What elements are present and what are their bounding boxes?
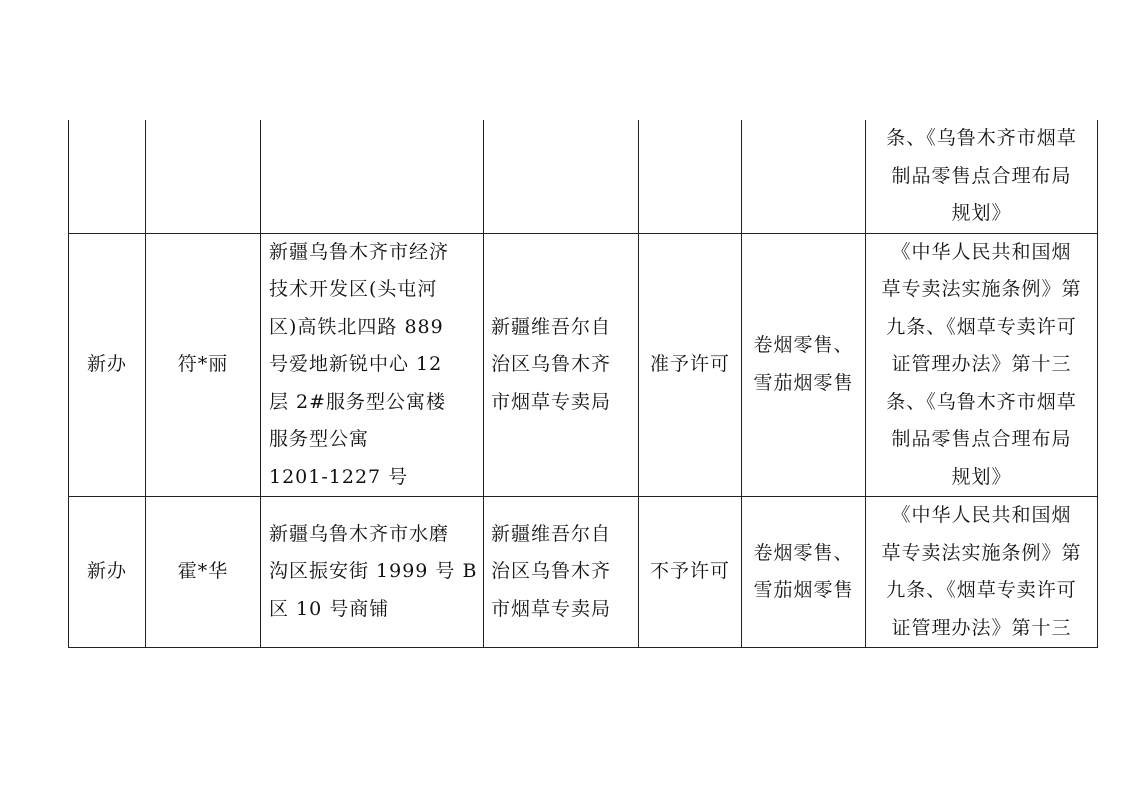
scope-line: 雪茄烟零售 bbox=[753, 579, 854, 601]
legal-basis-line: 九条、《烟草专卖许可 bbox=[886, 579, 1077, 601]
business-address-cell bbox=[261, 120, 484, 233]
applicant-name-cell bbox=[146, 120, 261, 233]
authority-line: 新疆维吾尔自 bbox=[491, 522, 612, 545]
legal-basis-line: 草专卖法实施条例》第 bbox=[881, 541, 1082, 564]
legal-basis-cell bbox=[866, 497, 1098, 648]
scope-line: 雪茄烟零售 bbox=[753, 371, 854, 394]
authority-line: 治区乌鲁木齐 bbox=[491, 353, 612, 375]
applicant-name-cell: 符*丽 bbox=[146, 233, 261, 497]
business-scope-cell bbox=[742, 233, 866, 497]
business-scope-cell bbox=[742, 497, 866, 648]
legal-basis-line: 条、《乌鲁木齐市烟草 bbox=[886, 127, 1077, 149]
decision-cell: 不予许可 bbox=[639, 497, 742, 648]
decision-cell bbox=[639, 120, 742, 233]
legal-basis-line: 制品零售点合理布局 bbox=[891, 428, 1072, 450]
legal-basis-cell bbox=[866, 233, 1098, 497]
address-line: 区 10 号商铺 bbox=[269, 597, 390, 620]
legal-basis-line: 九条、《烟草专卖许可 bbox=[886, 315, 1077, 338]
address-line: 层 2#服务型公寓楼 bbox=[269, 390, 447, 413]
address-line: 1201-1227 号 bbox=[269, 465, 409, 488]
address-line: 新疆乌鲁木齐市水磨 bbox=[269, 522, 450, 545]
table-row bbox=[69, 233, 1098, 497]
scope-line: 卷烟零售、 bbox=[753, 541, 854, 564]
legal-basis-line: 证管理办法》第十三 bbox=[891, 353, 1072, 375]
application-type-cell: 新办 bbox=[69, 497, 146, 648]
authority-cell bbox=[484, 233, 639, 497]
legal-basis-line: 草专卖法实施条例》第 bbox=[881, 278, 1082, 300]
business-address-cell bbox=[261, 233, 484, 497]
legal-basis-cell bbox=[866, 120, 1098, 233]
authority-cell bbox=[484, 497, 639, 648]
table-row bbox=[69, 497, 1098, 648]
authority-line: 市烟草专卖局 bbox=[491, 390, 612, 413]
decision-cell: 准予许可 bbox=[639, 233, 742, 497]
legal-basis-line: 规划》 bbox=[951, 202, 1012, 224]
address-line: 沟区振安街 1999 号 B bbox=[269, 560, 478, 583]
license-table bbox=[68, 120, 1098, 648]
business-address-cell bbox=[261, 497, 484, 648]
address-line: 号爱地新锐中心 12 bbox=[269, 353, 443, 375]
address-line: 新疆乌鲁木齐市经济 bbox=[269, 240, 450, 263]
authority-line: 治区乌鲁木齐 bbox=[491, 560, 612, 583]
legal-basis-line: 制品零售点合理布局 bbox=[891, 164, 1072, 187]
address-line: 技术开发区(头屯河 bbox=[269, 278, 438, 300]
legal-basis-line: 证管理办法》第十三 bbox=[891, 616, 1072, 639]
application-type-cell: 新办 bbox=[69, 233, 146, 497]
authority-cell bbox=[484, 120, 639, 233]
table-row bbox=[69, 120, 1098, 233]
legal-basis-line: 《中华人民共和国烟 bbox=[891, 240, 1072, 263]
address-line: 服务型公寓 bbox=[269, 428, 370, 450]
legal-basis-line: 《中华人民共和国烟 bbox=[891, 504, 1072, 526]
business-scope-cell bbox=[742, 120, 866, 233]
scope-line: 卷烟零售、 bbox=[753, 334, 854, 357]
authority-line: 新疆维吾尔自 bbox=[491, 315, 612, 338]
authority-line: 市烟草专卖局 bbox=[491, 597, 612, 620]
applicant-name-cell: 霍*华 bbox=[146, 497, 261, 648]
legal-basis-line: 规划》 bbox=[951, 465, 1012, 488]
legal-basis-line: 条、《乌鲁木齐市烟草 bbox=[886, 390, 1077, 413]
application-type-cell bbox=[69, 120, 146, 233]
address-line: 区)高铁北四路 889 bbox=[269, 315, 444, 338]
